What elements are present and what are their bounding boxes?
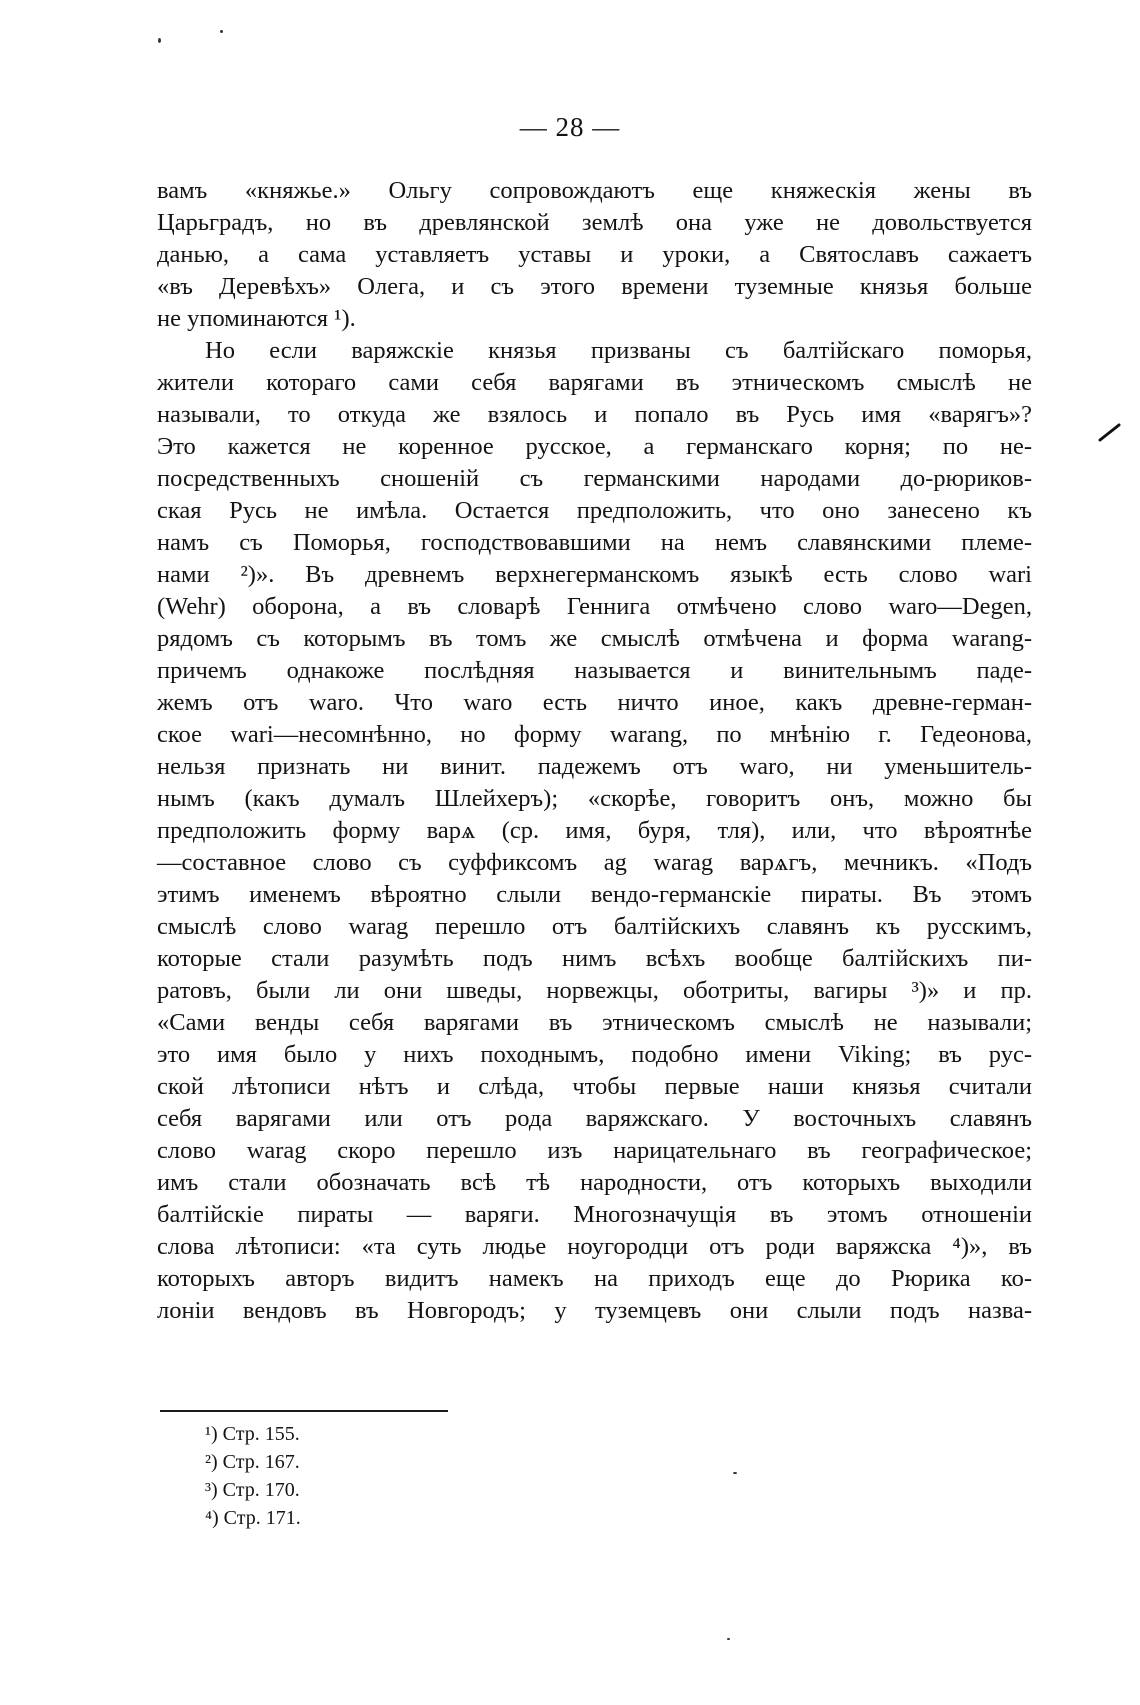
text-line: которые стали разумѣть подъ нимъ всѣхъ вообще балтійскихъ пи- (157, 945, 1032, 972)
text-line: «Сами венды себя варягами въ этническомъ смыслѣ не называли; (157, 1009, 1032, 1036)
text-line: рядомъ съ которымъ въ томъ же смыслѣ отмѣчена и форма warang- (157, 625, 1032, 652)
text-line: Это кажется не коренное русское, а германскаго корня; по не- (157, 433, 1032, 460)
text-line: слово warag скоро перешло изъ нарицательнаго въ географическое; (157, 1137, 1032, 1164)
text-line: этимъ именемъ вѣроятно слыли вендо-германскіе пираты. Въ этомъ (157, 881, 1032, 908)
footnote-divider (160, 1410, 448, 1412)
text-line: нельзя признать ни винит. падежемъ отъ waro, ни уменьшитель- (157, 753, 1032, 780)
scan-speck (727, 1638, 730, 1640)
text-line: имъ стали обозначать всѣ тѣ народности, отъ которыхъ выходили (157, 1169, 1032, 1196)
text-line: Царьградъ, но въ древлянской землѣ она уже не довольствуется (157, 209, 1032, 236)
text-line: балтійскіе пираты — варяги. Многозначущія въ этомъ отношеніи (157, 1201, 1032, 1228)
text-line: не упоминаются ¹). (157, 305, 356, 332)
text-line: Но если варяжскіе князья призваны съ балтійскаго поморья, (205, 337, 1032, 364)
text-line: которыхъ авторъ видитъ намекъ на приходъ еще до Рюрика ко- (157, 1265, 1032, 1292)
text-line: нами ²)». Въ древнемъ верхнегерманскомъ языкѣ есть слово wari (157, 561, 1032, 588)
text-line: это имя было у нихъ походнымъ, подобно имени Viking; въ рус- (157, 1041, 1032, 1068)
footnote: ⁴) Стр. 171. (205, 1507, 301, 1529)
text-line: жители котораго сами себя варягами въ этническомъ смыслѣ не (157, 369, 1032, 396)
text-line: причемъ однакоже послѣдняя называется и винительнымъ паде- (157, 657, 1032, 684)
text-line: жемъ отъ waro. Что waro есть ничто иное, какъ древне-герман- (157, 689, 1032, 716)
text-line: ратовъ, были ли они шведы, норвежцы, оботриты, вагиры ³)» и пр. (157, 977, 1032, 1004)
footnote: ¹) Стр. 155. (205, 1423, 300, 1445)
text-line: ской лѣтописи нѣтъ и слѣда, чтобы первые наши князья считали (157, 1073, 1032, 1100)
text-line: вамъ «княжье.» Ольгу сопровождаютъ еще княжескія жены въ (157, 177, 1032, 204)
footnote: ²) Стр. 167. (205, 1451, 300, 1473)
text-line: смыслѣ слово warag перешло отъ балтійскихъ славянъ къ русскимъ, (157, 913, 1032, 940)
text-line: (Wehr) оборона, а въ словарѣ Геннига отмѣчено слово waro—Degen, (157, 593, 1032, 620)
text-line: называли, то откуда же взялось и попало въ Русь имя «варягъ»? (157, 401, 1032, 428)
body-text (157, 175, 1032, 1327)
text-line: предположить форму варѧ (ср. имя, буря, тля), или, что вѣроятнѣе (157, 817, 1032, 844)
page-number: — 28 — (519, 112, 621, 142)
text-line: ская Русь не имѣла. Остается предположить, что оно занесено къ (157, 497, 1032, 524)
footnotes (205, 1420, 505, 1532)
scan-speck (220, 30, 223, 33)
margin-pen-mark-icon (1098, 422, 1122, 442)
scan-speck (158, 38, 161, 43)
text-line: слова лѣтописи: «та суть людье ноугородци отъ роди варяжска ⁴)», въ (157, 1233, 1032, 1260)
text-line: посредственныхъ сношеній съ германскими народами до-рюриков- (157, 465, 1032, 492)
text-line: нымъ (какъ думалъ Шлейхеръ); «скорѣе, говоритъ онъ, можно бы (157, 785, 1032, 812)
text-line: данью, а сама уставляетъ уставы и уроки, а Святославъ сажаетъ (157, 241, 1032, 268)
footnote: ³) Стр. 170. (205, 1479, 300, 1501)
scan-speck (733, 1472, 737, 1474)
text-line: «въ Деревѣхъ» Олега, и съ этого времени туземные князья больше (157, 273, 1032, 300)
text-line: намъ съ Поморья, господствовавшими на немъ славянскими племе- (157, 529, 1032, 556)
text-line: себя варягами или отъ рода варяжскаго. У восточныхъ славянъ (157, 1105, 1032, 1132)
text-line: ское wari—несомнѣнно, но форму warang, по мнѣнію г. Гедеонова, (157, 721, 1032, 748)
text-line: —составное слово съ суффиксомъ ag warag варѧгъ, мечникъ. «Подъ (157, 849, 1032, 876)
text-line: лоніи вендовъ въ Новгородъ; у туземцевъ они слыли подъ назва- (157, 1297, 1032, 1324)
